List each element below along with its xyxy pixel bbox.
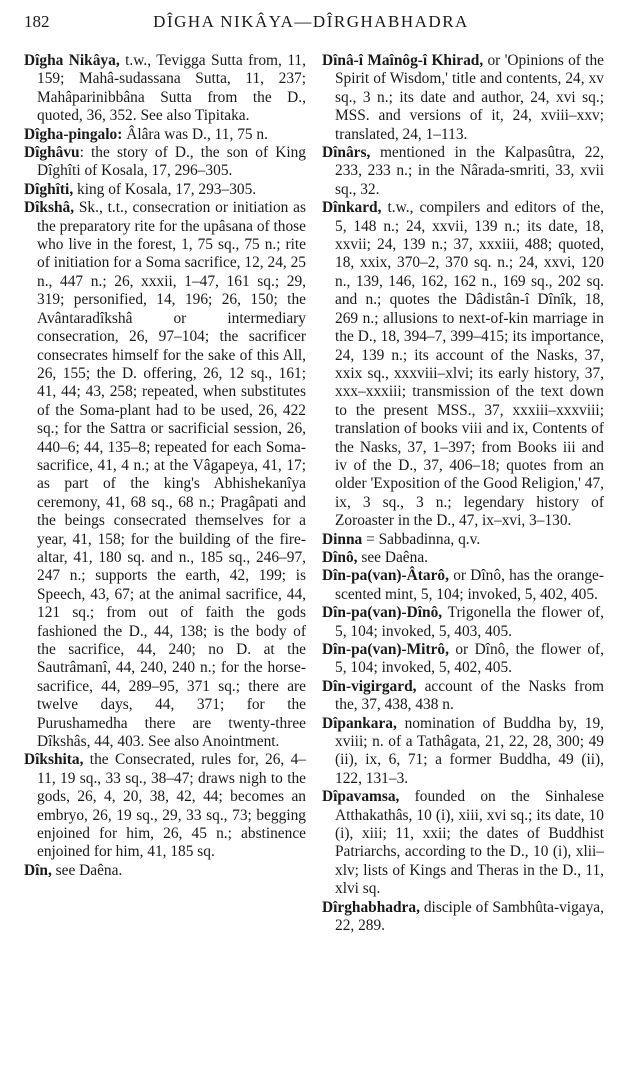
entry-headword: Dînârs,: [322, 144, 371, 162]
entry-text: founded on the Sinhalese Atthakathâs, 10 (i), xiii, xvi sq.; its date, 10 (i), xiii; 11, xxii; the dates of Buddhist Patriarchs, according to the D., 10 (i), xlii–xlv; lists of Kings and Theras in the D., 11, xlvi sq.: [335, 788, 604, 898]
entry-headword: Dîgha Nikâya,: [24, 52, 120, 69]
entry-text: the Consecrated, rules for, 26, 4–11, 19 sq., 33 sq., 38–47; draws nigh to the gods, 26, 4, 20, 38, 42, 44; becomes an embryo, 26, 19 sq., 29, 33 sq., 73; begging enjoined for him, 26, 45 n.; abstinence enjoined for him, 41, 185 sq.: [37, 751, 306, 861]
entry-text: see Daêna.: [357, 548, 428, 566]
entry-text: see Daêna.: [51, 861, 123, 879]
entry-headword: Dîn-pa(van)-Âtarô,: [322, 567, 449, 585]
entry-text: or Dînô, the flower of, 5, 104; invoked, 5, 402, 405.: [335, 641, 604, 677]
entry-headword: Dîgha-pingalo:: [24, 125, 123, 143]
index-column-right: [322, 52, 604, 936]
entry-text: = Sabbadinna, q.v.: [362, 530, 481, 548]
index-entry: [322, 899, 604, 936]
index-entry: [24, 862, 306, 880]
entry-headword: Dîkshâ,: [24, 199, 75, 217]
index-entry: [322, 678, 604, 715]
entry-headword: Dîkshita,: [24, 751, 84, 769]
entry-headword: Dîn-vigirgard,: [322, 677, 417, 695]
entry-headword: Dîpavamsa,: [322, 788, 400, 806]
entry-text: Âlâra was D., 11, 75 n.: [122, 125, 268, 143]
entry-text: or Dînô, has the orange-scented mint, 5, 104; invoked, 5, 402, 405.: [335, 567, 604, 603]
index-entry: [322, 52, 604, 144]
index-entry: [322, 144, 604, 199]
index-entry: [322, 715, 604, 789]
index-entry: [322, 199, 604, 530]
running-head: DÎGHA NIKÂYA—DÎRGHABHADRA: [153, 12, 469, 31]
entry-text: t.w., compilers and editors of the, 5, 148 n.; 24, xxvii, 139 n.; its date, 18, xxvii; 24, 139 n.; 37, xxxiii, 488; quoted, 18, xxix, 370–2, 370 sq. n.; 24, xxvi, 120 n., 139, 146, 162, 162 n., 169 sq., 202 sq. and n.; quotes the Dâdistân-î Dînîk, 18, 269 n.; allusions to next-of-kin marriage in the D., 18, 394–7, 399–415; its importance, 24, 139 n.; its account of the Nasks, 37, xxix sq., xxxviii–xlvi; its early history, 37, xxx–xxxiii; transmission of the text down to the present MSS., 37, xxxiii–xxxviii; translation of books viii and ix, Contents of the Nasks, 37, 1–397; from Books iii and iv of the D., 37, 406–18; quotes from an older 'Exposition of the Good Religion,' 47, ix, 3 sq., 3 n.; legendary history of Zoroaster in the D., 47, ix–xvi, 3–130.: [335, 199, 604, 530]
entry-headword: Dîn-pa(van)-Mitrô,: [322, 641, 449, 658]
page-number: 182: [24, 12, 50, 31]
entry-headword: Dînâ-î Maînôg-î Khirad,: [322, 52, 484, 69]
entry-headword: Dînkard,: [322, 199, 382, 217]
entry-text: : the story of D., the son of King Dîghîti of Kosala, 17, 296–305.: [37, 144, 306, 180]
entry-text: t.w., Tevigga Sutta from, 11, 159; Mahâ-sudassana Sutta, 11, 237; Mahâparinibbâna Sutta from the D., quoted, 36, 352. See also Tipitaka.: [37, 52, 306, 125]
entry-text: or 'Opinions of the Spirit of Wisdom,' title and contents, 24, xv sq., 3 n.; its date and author, 24, xvi sq.; MSS. and versions of it, 24, xviii–xxv; translated, 24, 1–113.: [335, 52, 604, 143]
entry-headword: Dînô,: [322, 548, 358, 566]
entry-text: disciple of Sambhûta-vigaya, 22, 289.: [335, 898, 604, 935]
entry-text: king of Kosala, 17, 293–305.: [73, 180, 257, 198]
index-entry: [322, 549, 604, 567]
entry-headword: Dîghâvu: [24, 144, 80, 162]
index-entry: [24, 52, 306, 126]
entry-headword: Dîn,: [24, 861, 52, 879]
entry-headword: Dîghîti,: [24, 180, 74, 198]
index-entry: [24, 751, 306, 861]
index-entry: [322, 788, 604, 898]
entry-headword: Dîn-pa(van)-Dînô,: [322, 604, 443, 622]
entry-text: mentioned in the Kalpasûtra, 22, 233, 233 n.; in the Nârada-smriti, 33, xvii sq., 32.: [335, 144, 604, 198]
page-header: [0, 10, 622, 36]
entry-headword: Dîrghabhadra,: [322, 898, 420, 916]
entry-headword: Dîpankara,: [322, 714, 397, 732]
index-column-left: [24, 52, 306, 880]
index-entry: [24, 181, 306, 199]
index-entry: [24, 126, 306, 144]
entry-text: account of the Nasks from the, 37, 438, 438 n.: [335, 677, 604, 714]
index-entry: [322, 531, 604, 549]
index-entry: [24, 144, 306, 181]
index-entry: [322, 567, 604, 604]
index-entry: [24, 199, 306, 751]
entry-text: nomination of Buddha by, 19, xviii; n. of a Tathâgata, 21, 22, 28, 300; 49 (ii), ix, 6, 71; a former Buddha, 49 (ii), 122, 131–3.: [335, 714, 604, 787]
index-entry: [322, 604, 604, 641]
entry-headword: Dinna: [322, 530, 363, 548]
entry-text: Sk., t.t., consecration or initiation as the preparatory rite for the upâsana of those who live in the forest, 1, 75 sq., 75 n.; rite of initiation for a Soma sacrifice, 12, 24, 25 n., 447 n.; 26, xxxii, 1–47, 161 sq.; 29, 319; personified, 14, 196; 26, 150; the Avântaradîkshâ or intermediary consecration, 26, 97–104; the sacrificer consecrates himself for the sake of this All, 26, 155; the D. offering, 26, 12 sq., 161; 41, 44; 43, 258; repeated, when substitutes of the Soma-plant had to be used, 26, 422 sq.; for the Sattra or sacrificial session, 26, 440–6; 44, 135–8; repeated for each Soma-sacrifice, 41, 4 n.; at the Vâgapeya, 41, 17; as part of the king's Abhishekanîya ceremony, 41, 68 sq., 68 n.; Pragâpati and the beings consecrated themselves for a year, 41, 158; for the building of the fire-altar, 41, 180 sq. and n., 185 sq., 246–97, 247 n.; supports the earth, 42, 199; is Speech, 43, 67; at the animal sacrifice, 44, 121 sq.; from out of faith the gods fashioned the D., 44, 138; is the body of the sacrifice, 44, 240; no D. at the Sautrâmanî, 44, 240, 240 n.; for the horse-sacrifice, 44, 289–95, 371 sq.; there are twelve days, 44, 371; for the Purushamedha there are twenty-three Dîkshâs, 44, 403. See also Anointment.: [37, 199, 306, 751]
index-entry: [322, 641, 604, 678]
entry-text: Trigonella the flower of, 5, 104; invoked, 5, 403, 405.: [335, 604, 604, 640]
